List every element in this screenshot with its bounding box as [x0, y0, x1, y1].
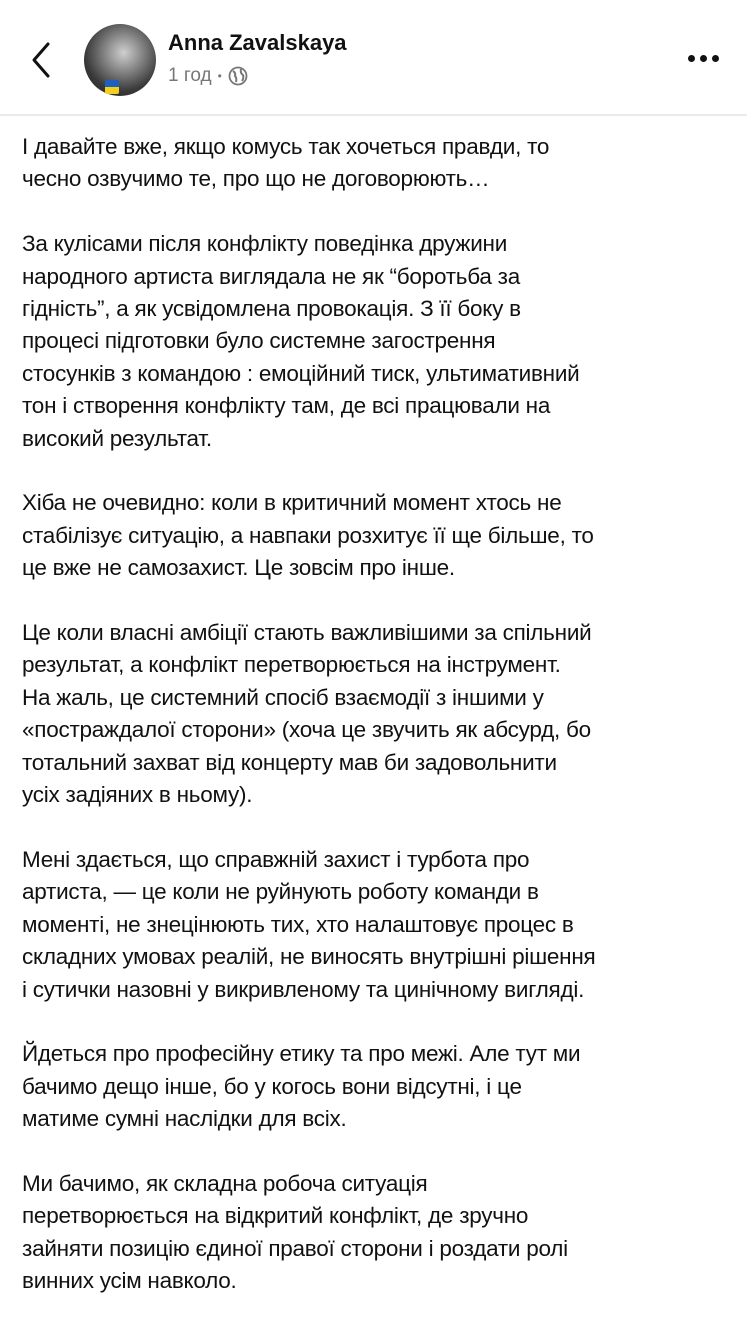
post-header [0, 0, 747, 116]
post-text-line: процесі підготовки було системне загострення [22, 328, 496, 354]
post-text-line: стосунків з командою : емоційний тиск, ультимативний [22, 360, 580, 386]
post-text-line: і сутички назовні у викривленому та цинічному вигляді. [22, 976, 585, 1002]
post-time[interactable]: 1 год [168, 65, 212, 86]
post-text-line: усіх задіяних в ньому). [22, 782, 253, 808]
ukraine-flag-icon [105, 80, 119, 94]
post-text-line: І давайте вже, якщо комусь так хочеться правди, то [22, 134, 550, 159]
chevron-left-icon [28, 40, 56, 80]
post-text-line: складних умовах реалій, не виносять внутрішні рішення [22, 944, 596, 970]
post-body [22, 131, 742, 1330]
post-text-line: Це коли власні амбіції стають важливішими за спільний [22, 620, 592, 646]
post-text-line: високий результат. [22, 425, 212, 451]
post-text-line: стабілізує ситуацію, а навпаки розхитує її ще більше, то [22, 522, 594, 548]
globe-icon [228, 66, 248, 86]
post-meta [168, 65, 248, 87]
post-paragraph [22, 228, 742, 455]
post-paragraph [22, 1038, 742, 1135]
post-text-line: народного артиста виглядала не як “боротьба за [22, 263, 520, 289]
more-options-button[interactable] [688, 50, 724, 66]
meta-separator: • [217, 69, 222, 83]
post-text-line: Йдеться про професійну етику та про межі. Але тут ми [22, 1041, 581, 1067]
post-text-line: Ми бачимо, як складна робоча ситуація [22, 1170, 428, 1196]
author-avatar[interactable] [84, 24, 156, 96]
back-button[interactable] [28, 40, 56, 80]
post-text-line: бачимо дещо інше, бо у когось вони відсутні, і це [22, 1073, 522, 1099]
post-text-line: результат, а конфлікт перетворюється на інструмент. [22, 652, 561, 678]
post-paragraph [22, 844, 742, 1006]
post-text-line: Мені здається, що справжній захист і турбота про [22, 846, 530, 872]
post-text-line: тон і створення конфлікту там, де всі працювали на [22, 393, 551, 419]
post-text-line: моменті, не знецінюють тих, хто налаштовує процес в [22, 911, 574, 937]
post-text-line: перетворюється на відкритий конфлікт, де зручно [22, 1203, 529, 1229]
post-text-line: На жаль, це системний спосіб взаємодії з іншими у [22, 684, 544, 710]
post-text-line: артиста, — це коли не руйнують роботу команди в [22, 879, 539, 905]
post-paragraph [22, 1168, 742, 1298]
post-text-line: Хіба не очевидно: коли в критичний момент хтось не [22, 490, 562, 516]
post-text-line: винних усім навколо. [22, 1268, 237, 1294]
post-paragraph [22, 617, 742, 811]
post-text-line: чесно озвучимо те, про що не договорюють… [22, 166, 490, 192]
author-name[interactable]: Anna Zavalskaya [168, 30, 347, 55]
post-paragraph [22, 487, 742, 584]
post-text-line: це вже не самозахист. Це зовсім про інше. [22, 555, 455, 581]
post-text-line: тотальний захват від концерту мав би задовольнити [22, 749, 557, 775]
post-text-line: За кулісами після конфлікту поведінка дружини [22, 231, 508, 257]
post-text-line: гідність”, а як усвідомлена провокація. З її боку в [22, 296, 521, 322]
post-text-line: «постраждалої сторони» (хоча це звучить як абсурд, бо [22, 717, 591, 743]
post-text-line: матиме сумні наслідки для всіх. [22, 1106, 347, 1132]
post-paragraph [22, 131, 742, 196]
post-text-line: зайняти позицію єдиної правої сторони і роздати ролі [22, 1235, 568, 1261]
